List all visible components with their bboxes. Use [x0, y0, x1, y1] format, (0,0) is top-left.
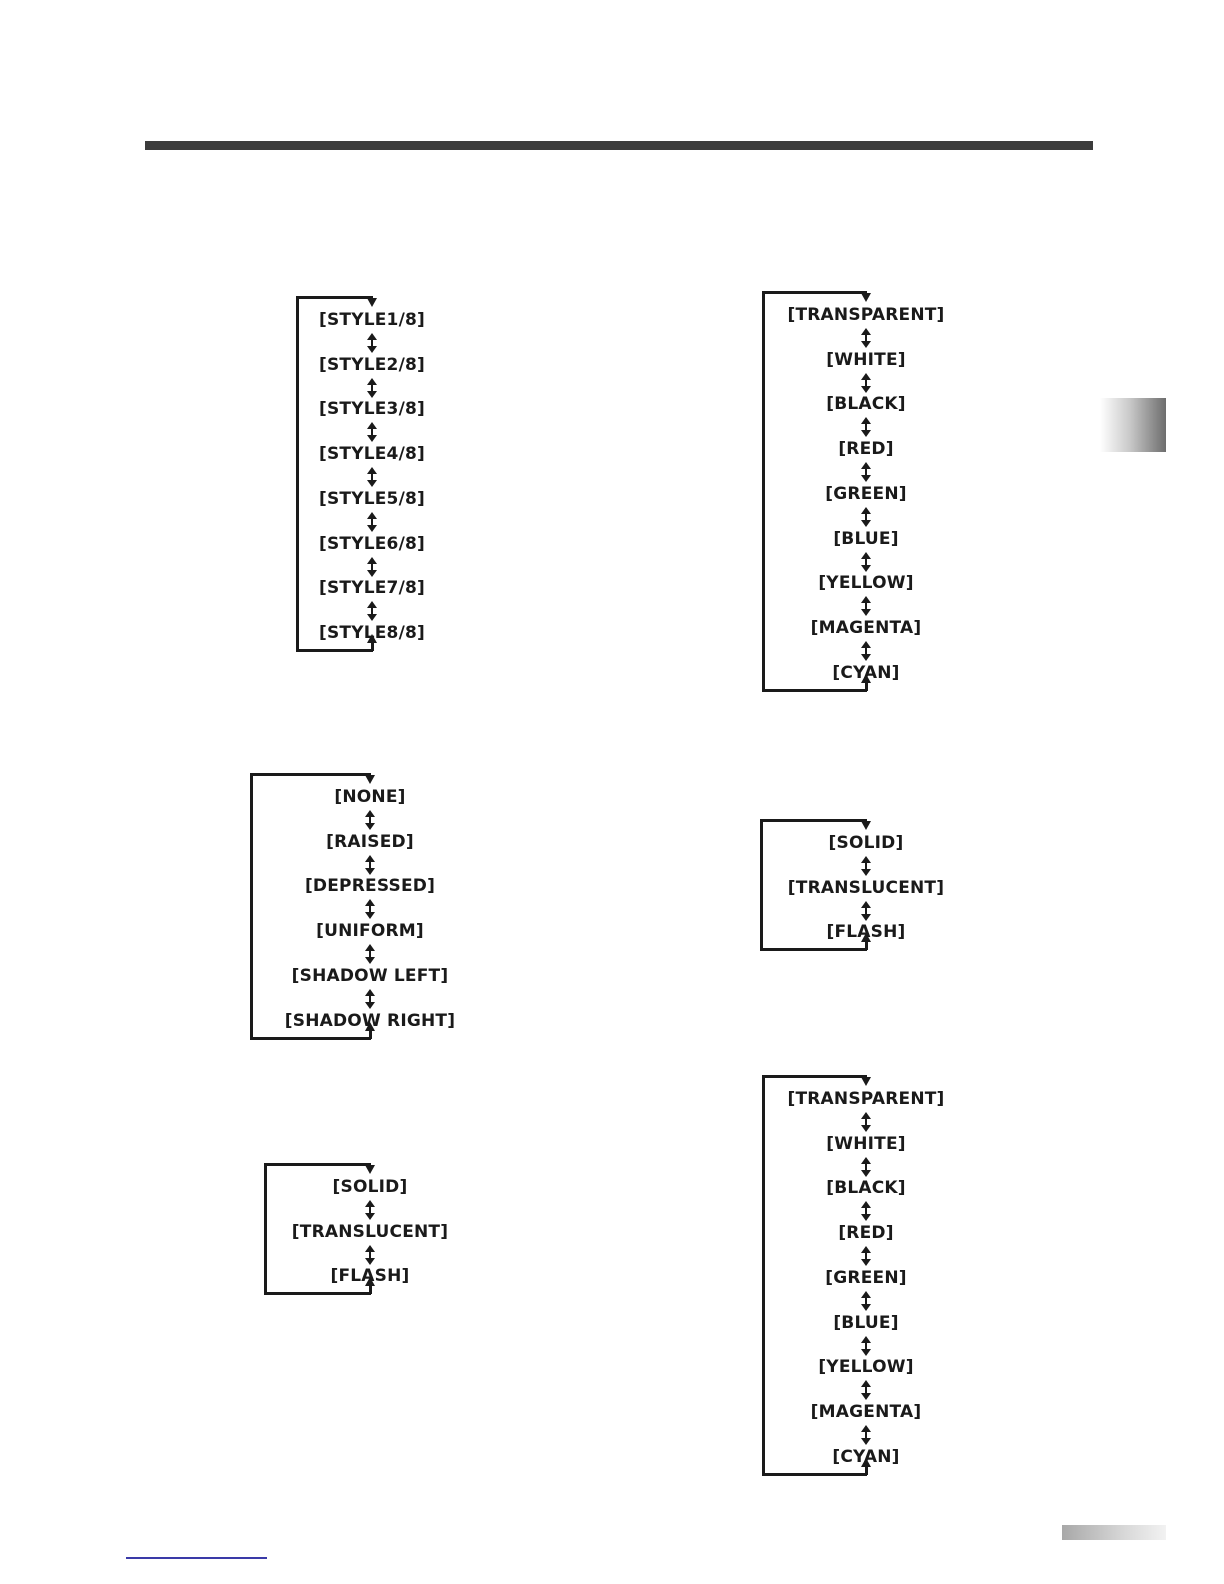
double-arrow-icon: [861, 328, 871, 348]
menu-option: [RED]: [838, 1223, 894, 1244]
menu-option: [BLUE]: [833, 528, 899, 549]
loop-frame: [250, 773, 371, 1040]
double-arrow-icon: [365, 855, 375, 875]
loop-entry-arrow-icon: [367, 298, 377, 307]
double-arrow-icon: [365, 899, 375, 919]
menu-option: [WHITE]: [826, 1133, 906, 1154]
double-arrow-icon: [367, 378, 377, 398]
menu-option: [TRANSPARENT]: [787, 1089, 945, 1109]
double-arrow-icon: [861, 856, 871, 876]
menu-option: [TRANSLUCENT]: [787, 877, 945, 898]
menu-option: [FLASH]: [330, 1266, 410, 1287]
menu-option: [RED]: [838, 439, 894, 460]
menu-option: [YELLOW]: [818, 1357, 914, 1378]
loop-entry-arrow-icon: [861, 821, 871, 830]
double-arrow-icon: [861, 1291, 871, 1311]
double-arrow-icon: [861, 1157, 871, 1177]
menu-option: [FLASH]: [826, 922, 906, 943]
double-arrow-icon: [861, 1425, 871, 1445]
loop-entry-arrow-icon: [861, 293, 871, 302]
menu-option: [TRANSPARENT]: [787, 305, 945, 325]
double-arrow-icon: [367, 512, 377, 532]
menu-option: [BLACK]: [826, 1178, 906, 1199]
menu-option: [TRANSLUCENT]: [291, 1221, 449, 1242]
menu-option: [STYLE7/8]: [318, 578, 426, 599]
double-arrow-icon: [861, 1112, 871, 1132]
top-rule: [145, 141, 1093, 150]
menu-option: [STYLE2/8]: [318, 354, 426, 375]
double-arrow-icon: [367, 467, 377, 487]
double-arrow-icon: [365, 1200, 375, 1220]
menu-option: [CYAN]: [832, 662, 900, 683]
menu-option: [STYLE5/8]: [318, 488, 426, 509]
menu-option: [NONE]: [334, 787, 406, 807]
menu-option: [DEPRESSED]: [304, 876, 436, 897]
menu-option: [MAGENTA]: [810, 617, 922, 638]
double-arrow-icon: [367, 601, 377, 621]
double-arrow-icon: [861, 596, 871, 616]
double-arrow-icon: [861, 1246, 871, 1266]
menu-option: [STYLE6/8]: [318, 533, 426, 554]
double-arrow-icon: [861, 901, 871, 921]
double-arrow-icon: [861, 641, 871, 661]
chapter-side-tab: [1100, 398, 1166, 452]
menu-option: [SHADOW RIGHT]: [284, 1010, 456, 1031]
menu-option: [MAGENTA]: [810, 1401, 922, 1422]
double-arrow-icon: [861, 552, 871, 572]
menu-option: [YELLOW]: [818, 573, 914, 594]
menu-option: [GREEN]: [825, 1267, 907, 1288]
loop-entry-arrow-icon: [861, 1077, 871, 1086]
menu-option: [BLUE]: [833, 1312, 899, 1333]
menu-option: [UNIFORM]: [316, 921, 424, 942]
menu-option: [STYLE4/8]: [318, 444, 426, 465]
double-arrow-icon: [367, 422, 377, 442]
menu-option: [STYLE8/8]: [318, 622, 426, 643]
double-arrow-icon: [861, 1201, 871, 1221]
double-arrow-icon: [861, 1336, 871, 1356]
menu-option: [RAISED]: [326, 831, 414, 852]
double-arrow-icon: [365, 944, 375, 964]
menu-option: [GREEN]: [825, 483, 907, 504]
double-arrow-icon: [861, 507, 871, 527]
double-arrow-icon: [861, 373, 871, 393]
footer-page-bar: [1062, 1525, 1166, 1540]
double-arrow-icon: [367, 557, 377, 577]
loop-entry-arrow-icon: [365, 1165, 375, 1174]
footer-link-rule: [126, 1557, 267, 1559]
menu-option: [STYLE1/8]: [318, 310, 426, 330]
double-arrow-icon: [365, 989, 375, 1009]
double-arrow-icon: [861, 462, 871, 482]
double-arrow-icon: [365, 810, 375, 830]
double-arrow-icon: [365, 1245, 375, 1265]
loop-entry-arrow-icon: [365, 775, 375, 784]
menu-option: [CYAN]: [832, 1446, 900, 1467]
double-arrow-icon: [861, 417, 871, 437]
double-arrow-icon: [861, 1380, 871, 1400]
menu-option: [STYLE3/8]: [318, 399, 426, 420]
menu-option: [SHADOW LEFT]: [291, 965, 449, 986]
menu-option: [SOLID]: [828, 833, 904, 853]
menu-option: [WHITE]: [826, 349, 906, 370]
double-arrow-icon: [367, 333, 377, 353]
menu-option: [SOLID]: [332, 1177, 408, 1197]
menu-option: [BLACK]: [826, 394, 906, 415]
